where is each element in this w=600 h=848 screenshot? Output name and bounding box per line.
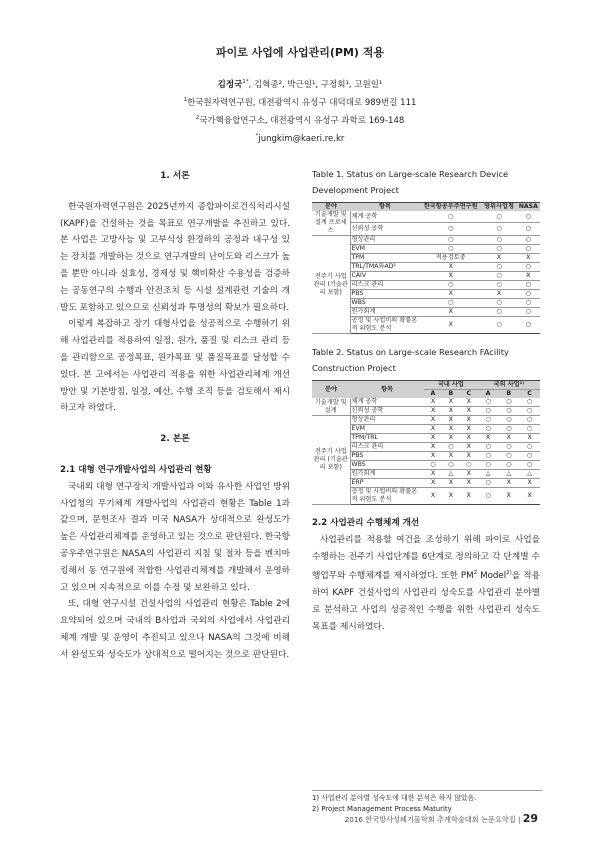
table-cell: ○ [517, 263, 540, 272]
group-label: 기술개발 및 설계 [312, 398, 350, 416]
table-cell: X [424, 452, 442, 461]
other-authors: , 김혁종², 박근일¹, 구정회¹, 고원일¹ [248, 80, 383, 90]
table-cell: X [498, 434, 519, 443]
table-cell: ○ [498, 407, 519, 416]
table2-caption: Table 2. Status on Large-scale Research FAcility Construction Project [312, 347, 509, 373]
table-1 [312, 202, 540, 334]
table-cell: ○ [481, 236, 516, 245]
body-paragraph-2: 또, 대형 연구시설 건설사업의 사업관리 현황은 Table 2에 요약되어 있으며 국내의 B사업과 국외의 사업에서 사업관리체계 개발 및 운영이 추진되고 있으나 NASA의 그것에 비해서 완성도와 성숙도가 상대적으로 떨어지는 것으로 판단된다. [60, 599, 290, 660]
section-heading-body: 2. 본론 [160, 434, 190, 445]
table1-header: 항목 [350, 203, 420, 212]
table-cell: ○ [478, 488, 499, 505]
table-cell: X [460, 416, 478, 425]
row-item: WBS [350, 461, 424, 470]
table1-header: 방위사업청 [481, 203, 516, 212]
table-cell: ○ [517, 308, 540, 317]
table-cell: △ [498, 470, 519, 479]
row-item: 원가회계 [350, 308, 420, 317]
table-cell: △ [478, 470, 499, 479]
table-cell: X [424, 488, 442, 505]
affiliation-2: $^2$국가핵융합연구소, 대전광역시 유성구 과학로 169-148 [195, 115, 405, 126]
table-cell: X [460, 434, 478, 443]
row-item: TRL/TMA와AD² [350, 263, 420, 272]
body-paragraph-1: 국내외 대형 연구장치 개발사업과 이와 유사한 사업인 방위사업청의 무기체계 개발사업의 사업관리 현황은 Table 1과 같으며, 문헌조사 결과 미국 NASA가 상대적으로 완성도가 높은 사업관리체계를 운영하고 있는 것으로 판단된다. 한국항공우주연구원은 NASA의 사업관리 지침 및 절차 등을 벤치마킹해서 동 연구원에 적합한 사업관리체계를 개발해서 운영하고 있으며 지속적으로 이를 수정 및 보완하고 있다. [60, 481, 290, 593]
table-cell: X [442, 398, 460, 407]
table-cell: ○ [478, 479, 499, 488]
row-item: 체계 공학 [350, 211, 420, 223]
table-cell: ○ [420, 223, 481, 236]
table-cell: ○ [498, 443, 519, 452]
table-cell: X [460, 452, 478, 461]
table-cell: X [442, 452, 460, 461]
table-cell: X [442, 416, 460, 425]
lead-author: 김정국 [217, 80, 243, 90]
table-cell: ○ [478, 425, 499, 434]
table-cell: ○ [478, 407, 499, 416]
row-item: 신뢰성 공학 [350, 223, 420, 236]
row-item: EVM [350, 425, 424, 434]
group-label: 전주기 사업관리 (기술관리 포함) [312, 416, 350, 505]
table-cell: ○ [498, 461, 519, 470]
table-cell: X [481, 254, 516, 263]
table-cell: ○ [481, 272, 516, 281]
table-cell: ○ [481, 263, 516, 272]
table-cell: X [420, 272, 481, 281]
table-cell: ○ [517, 211, 540, 223]
table-cell: ○ [420, 211, 481, 223]
table-cell: ○ [478, 416, 499, 425]
table-cell: ○ [420, 299, 481, 308]
table2-subheader: C [519, 390, 540, 399]
footnote-1: 1) 사업관리 분야별 성숙도에 대한 분석은 하지 않았음. [312, 794, 477, 802]
table-cell: X [420, 263, 481, 272]
table-cell: X [420, 317, 481, 334]
footnote-2: 2) Project Management Process Maturity [312, 805, 452, 813]
table-cell: X [442, 407, 460, 416]
table1-caption: Table 1. Status on Large-scale Research Device Development Project [312, 169, 509, 195]
table-row [312, 416, 540, 425]
table-cell: △ [519, 470, 540, 479]
table-cell: X [424, 398, 442, 407]
table-cell: ○ [420, 281, 481, 290]
table-cell: ○ [420, 236, 481, 245]
table-row [312, 211, 540, 223]
row-item: PBS [350, 290, 420, 299]
table2-subheader: A [424, 390, 442, 399]
table-cell: X [517, 254, 540, 263]
table-cell: X [460, 443, 478, 452]
footer-separator: | [517, 815, 521, 824]
table-cell: X [498, 488, 519, 505]
table-cell: ○ [478, 398, 499, 407]
table-cell: ○ [478, 452, 499, 461]
table-cell: ○ [442, 461, 460, 470]
table-cell: X [460, 488, 478, 505]
table2-subheader: B [442, 390, 460, 399]
row-item: 리스크 관리 [350, 281, 420, 290]
row-item: EVM [350, 245, 420, 254]
table-cell: X [478, 434, 499, 443]
row-item: 원가회계 [350, 470, 424, 479]
intro-paragraph-2: 이렇게 복잡하고 장기 대형사업을 성공적으로 수행하기 위해 사업관리를 적용하여 일정, 원가, 품질 및 리스크 관리 등을 관리함으로 공정목표, 원가목표 및 품질목표를 달성할 수 있다. 본 고에서는 사업관리 적용을 위한 사업관리체계 개선방안 및 기본방침, 일정, 예산, 수행 조직 등을 검토해서 제시하고자 하였다. [60, 319, 290, 414]
table-cell: ○ [517, 290, 540, 299]
lead-author-sup: 1* [242, 79, 249, 86]
table-cell: ○ [481, 281, 516, 290]
right-column [312, 166, 540, 635]
table-cell: ○ [519, 398, 540, 407]
table-row [312, 236, 540, 245]
table2-header: 항목 [350, 381, 424, 399]
table-cell: X [424, 416, 442, 425]
table-cell: ○ [498, 452, 519, 461]
table-cell: ○ [519, 407, 540, 416]
email: *jungkim@kaeri.re.kr [255, 133, 345, 144]
row-item: 공정 및 사업비의 확률론적 위험도 분석 [350, 488, 424, 505]
table2-header: 분야 [312, 381, 350, 399]
table-cell: X [424, 407, 442, 416]
table-cell: ○ [517, 317, 540, 334]
table-cell: X [442, 425, 460, 434]
page-number: 29 [522, 812, 538, 825]
table-cell: X [424, 434, 442, 443]
table-cell: X [442, 434, 460, 443]
table-cell: X [442, 488, 460, 505]
intro-paragraph-1: 한국원자력연구원은 2025년까지 종합파이로건식처리시설 (KAPF)을 건설하는 것을 목표로 연구개발을 추진하고 있다. 본 사업은 고방사능 및 고부식성 환경하의 공정과 내구성 있는 장치를 개발하는 것으로 연구개발의 난이도와 리스크가 높을 뿐만 아니라 실효성, 경제성 및 핵비확산 수용성을 검증하는 공동연구의 수행과 안전조치 등 시설 설계관련 기술의 개발도 포함하고 있으므로 신뢰성과 투명성의 확보가 필요하다. [60, 201, 290, 313]
table-cell: ○ [478, 461, 499, 470]
row-item: WBS [350, 299, 420, 308]
row-item: TPM [350, 254, 420, 263]
table-cell: ○ [498, 398, 519, 407]
table-row [312, 398, 540, 407]
row-item: TPM/TRL [350, 434, 424, 443]
body-paragraph-3: 사업관리를 적용할 여건을 조성하기 위해 파이로 사업을 수행하는 전주기 사업단계를 6단계로 정의하고 각 단계별 수행업무와 수행체계를 제시하였다. 또한 $PM^2$ Model$^{2)}$을 적용하여 KAPF 건설사업의 사업관리 성숙도를 사업관리 분야별로 분석하고 사업의 성공적인 수행을 위한 사업관리 성숙도 목표를 제시하였다. [312, 534, 540, 632]
table-cell: X [442, 479, 460, 488]
table-cell: ○ [420, 245, 481, 254]
table-cell: ○ [481, 245, 516, 254]
table-cell: X [519, 434, 540, 443]
table-cell: ○ [424, 461, 442, 470]
table-cell: ○ [517, 223, 540, 236]
row-item: 신뢰성 공학 [350, 407, 424, 416]
table1-header: NASA [517, 203, 540, 212]
row-item: CAIV [350, 272, 420, 281]
table-cell: ○ [481, 308, 516, 317]
table-cell: X [481, 290, 516, 299]
table-cell: X [460, 407, 478, 416]
table-cell: ○ [460, 461, 478, 470]
subsection-heading-2-1: 2.1 대형 연구개발사업의 사업관리 현황 [60, 464, 212, 475]
table-cell: ○ [517, 236, 540, 245]
table-cell: ○ [481, 299, 516, 308]
group-label: 기술개발 및 설계 프로세스 [312, 211, 350, 236]
table-cell: X [424, 470, 442, 479]
row-item: 체계 공학 [350, 398, 424, 407]
row-item: PBS [350, 452, 424, 461]
table-cell: X [424, 443, 442, 452]
table-cell: X [420, 290, 481, 299]
row-item: 리스크 관리 [350, 443, 424, 452]
row-item: 공정 및 사업비의 확률론적 위험도 분석 [350, 317, 420, 334]
subsection-heading-2-2: 2.2 사업관리 수행체계 개선 [312, 518, 420, 528]
table-cell: ○ [519, 452, 540, 461]
table2-subheader: A [478, 390, 499, 399]
paper-title: 파이로 사업에 사업관리(PM) 적용 [215, 46, 385, 59]
table-cell: 적용검토중 [420, 254, 481, 263]
section-heading-intro: 1. 서론 [160, 171, 190, 181]
table2-subheader: C [460, 390, 478, 399]
table-cell: ○ [519, 425, 540, 434]
row-item: ERP [350, 479, 424, 488]
table-cell: ○ [481, 211, 516, 223]
table-cell: ○ [481, 223, 516, 236]
table-cell: X [460, 398, 478, 407]
table-cell: X [424, 425, 442, 434]
table-cell: X [420, 308, 481, 317]
table-cell: ○ [519, 443, 540, 452]
table-cell: X [519, 488, 540, 505]
table-2 [312, 380, 540, 505]
table-cell: ○ [517, 299, 540, 308]
row-item: 형상관리 [350, 236, 420, 245]
table-cell: X [519, 479, 540, 488]
table-cell: ○ [442, 443, 460, 452]
table-cell: ○ [498, 425, 519, 434]
group-label: 전주기 사업관리 (기술관리 포함) [312, 236, 350, 334]
table2-header: 국내 사업 [424, 381, 478, 390]
table-cell: ○ [519, 461, 540, 470]
table2-header: 국외 사업¹⁾ [478, 381, 540, 390]
table-cell: ○ [478, 443, 499, 452]
table-cell: △ [442, 470, 460, 479]
table-cell: ○ [517, 245, 540, 254]
table-cell: ○ [498, 416, 519, 425]
table-cell: X [460, 479, 478, 488]
page-footer [345, 812, 538, 825]
left-column [60, 168, 290, 664]
table1-header: 분야 [312, 203, 350, 212]
table2-subheader: B [498, 390, 519, 399]
author-line [0, 78, 600, 90]
table-cell: X [517, 272, 540, 281]
table-cell: ○ [481, 317, 516, 334]
table-cell: ○ [517, 281, 540, 290]
table-cell: X [460, 470, 478, 479]
table-cell: X [498, 479, 519, 488]
journal-name: 2016 한국방사성폐기물학회 추계학술대회 논문요약집 [344, 815, 516, 824]
table-cell: ○ [519, 416, 540, 425]
row-item: 형상관리 [350, 416, 424, 425]
table-cell: X [460, 425, 478, 434]
affiliation-1: $^1$한국원자력연구원, 대전광역시 유성구 대덕대로 989번길 111 [183, 97, 417, 108]
table-cell: X [424, 479, 442, 488]
table1-header: 한국항공우주연구원 [420, 203, 481, 212]
